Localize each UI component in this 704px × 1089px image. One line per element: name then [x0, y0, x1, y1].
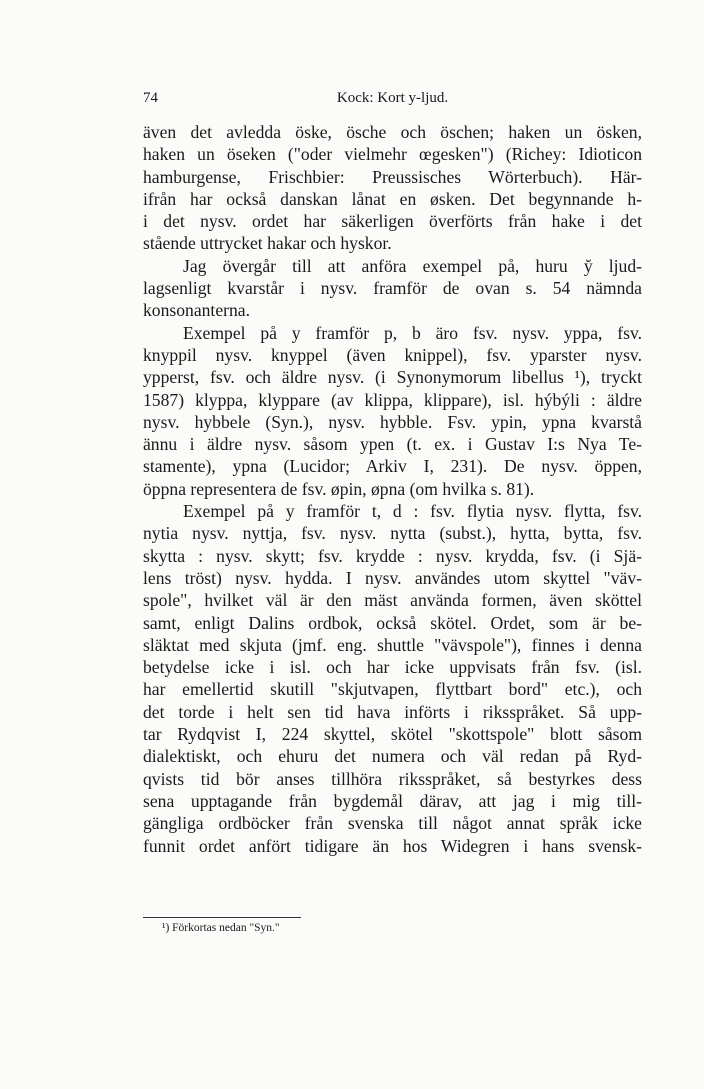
text-line: 1587) klyppa, klyppare (av klippa, klippare), isl. hýbýli : äldre	[143, 389, 642, 410]
text-line: nysv. hybbele (Syn.), nysv. hybble. Fsv. ypin, ypna kvarstå	[143, 411, 642, 432]
text-line: skytta : nysv. skytt; fsv. krydde : nysv. krydda, fsv. (i Sjä-	[143, 545, 642, 566]
text-line: Exempel på y framför p, b äro fsv. nysv. yppa, fsv.	[183, 322, 642, 343]
text-line: sena upptagande från bygdemål därav, att jag i mig till-	[143, 790, 642, 811]
text-line: även det avledda öske, ösche och öschen; haken un ösken,	[143, 122, 642, 142]
text-line: Exempel på y framför t, d : fsv. flytia nysv. flytta, fsv.	[183, 501, 642, 522]
text-line: qvists tid bör anses tillhöra riksspråket, så bestyrkes dess	[143, 768, 642, 789]
text-line: samt, enligt Dalins ordbok, också skötel. Ordet, som är be-	[143, 612, 642, 633]
text-line: haken un öseken ("oder vielmehr œgesken") (Richey: Idioticon	[143, 144, 642, 165]
text-line: nytia nysv. nyttja, fsv. nysv. nytta (subst.), hytta, bytta, fsv.	[143, 523, 642, 544]
text-line: ännu i äldre nysv. såsom ypen (t. ex. i Gustav I:s Nya Te-	[143, 434, 642, 455]
text-line: spole", hvilket väl är den mäst använda formen, även sköttel	[143, 590, 642, 611]
text-line: dialektiskt, och ehuru det numera och väl redan på Ryd-	[143, 746, 642, 767]
text-line: tar Rydqvist I, 224 skyttel, skötel "skottspole" blott såsom	[143, 724, 642, 745]
text-line: det torde i helt sen tid hava införts i riksspråket. Så upp-	[143, 701, 642, 722]
text-line: hamburgense, Frischbier: Preussisches Wörterbuch). Här-	[143, 166, 642, 187]
text-line: har emellertid skutill "skjutvapen, flyttbart bord" etc.), och	[143, 679, 642, 700]
footnote-divider	[143, 917, 301, 918]
text-line: stående uttrycket hakar och hyskor.	[143, 233, 392, 254]
text-line: öppna representera de fsv. øpin, øpna (om hvilka s. 81).	[143, 478, 535, 499]
footnote: ¹) Förkortas nedan "Syn."	[162, 922, 280, 934]
text-line: betydelse icke i isl. och har icke uppvisats från fsv. (isl.	[143, 657, 642, 678]
text-line: gängliga ordböcker från svenska till något annat språk icke	[143, 813, 642, 834]
text-line: ifrån har också danskan lånat en øsken. Det begynnande h-	[143, 188, 642, 209]
page-number: 74	[143, 90, 158, 106]
text-line: lagsenligt kvarstår i nysv. framför de ovan s. 54 nämnda	[143, 278, 642, 299]
text-line: i det nysv. ordet har säkerligen överförts från hake i det	[143, 211, 642, 232]
text-line: ypperst, fsv. och äldre nysv. (i Synonymorum libellus ¹), tryckt	[143, 367, 642, 388]
running-title: Kock: Kort y-ljud.	[336, 90, 449, 106]
text-line: stamente), ypna (Lucidor; Arkiv I, 231). De nysv. öppen,	[143, 456, 642, 477]
text-line: knyppil nysv. knyppel (även knippel), fsv. yparster nysv.	[143, 344, 642, 365]
text-line: lens tröst) nysv. hydda. I nysv. användes utom skyttel "väv-	[143, 567, 642, 588]
text-line: funnit ordet anfört tidigare än hos Widegren i hans svensk-	[143, 835, 642, 856]
text-line: släktat med skjuta (jmf. eng. shuttle "vävspole"), finnes i denna	[143, 634, 642, 655]
body-text	[143, 121, 642, 857]
text-line: Jag övergår till att anföra exempel på, huru y̆ ljud-	[183, 255, 642, 276]
text-line: konsonanterna.	[143, 300, 250, 321]
